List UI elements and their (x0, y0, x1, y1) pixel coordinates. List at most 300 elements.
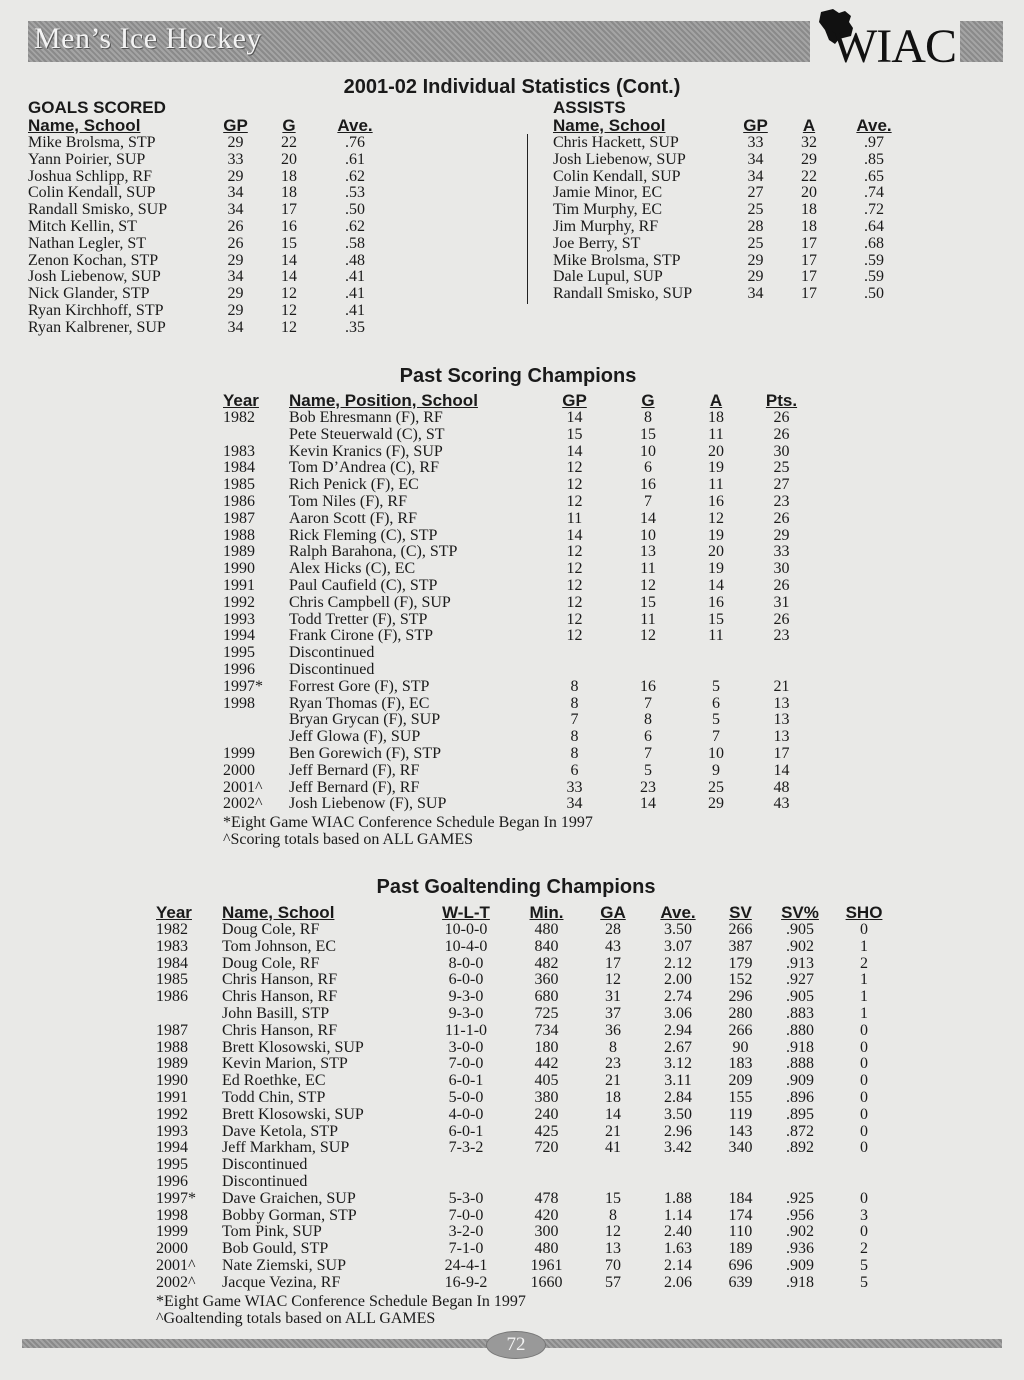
table-cell: 17 (801, 234, 817, 252)
table-row (223, 410, 813, 427)
table-cell: Alex Hicks (C), EC (289, 560, 416, 578)
table-cell: .61 (345, 150, 365, 168)
table-cell: Forrest Gore (F), STP (289, 677, 430, 695)
table-cell: 5-3-0 (448, 1189, 484, 1207)
col-header-year: Year (156, 903, 192, 922)
table-cell: Pete Steuerwald (C), ST (289, 425, 445, 443)
table-row (156, 972, 896, 989)
col-header-ave: Ave. (337, 116, 373, 135)
table-cell: 21 (773, 677, 790, 695)
table-cell: 31 (605, 988, 621, 1006)
table-cell: 29 (747, 268, 764, 286)
table-cell: Brett Klosowski, SUP (222, 1105, 364, 1123)
table-cell: 6 (644, 728, 652, 746)
table-cell: 14 (773, 761, 790, 779)
table-cell: .956 (786, 1206, 814, 1224)
table-cell: 3.42 (664, 1139, 692, 1157)
col-header-wlt: W-L-T (442, 903, 490, 922)
table-row (28, 169, 390, 186)
table-cell: 43 (605, 937, 621, 955)
table-cell: Chris Campbell (F), SUP (289, 593, 451, 611)
table-row (223, 612, 813, 629)
table-cell: 2001^ (223, 778, 263, 796)
table-cell: 1999 (156, 1223, 188, 1241)
table-row (156, 1140, 896, 1157)
table-cell: Dale Lupul, SUP (553, 268, 663, 286)
table-row (156, 1208, 896, 1225)
table-cell: 11 (566, 509, 583, 527)
table-cell: 14 (566, 442, 583, 460)
table-cell: 26 (227, 234, 244, 252)
table-cell (682, 645, 750, 662)
col-header-name: Name, School (222, 903, 335, 922)
table-cell: 420 (534, 1206, 559, 1224)
table-cell: 14 (605, 1105, 621, 1123)
table-cell: Jim Murphy, RF (553, 217, 659, 235)
table-cell: .41 (345, 268, 365, 286)
table-cell (768, 1157, 832, 1174)
table-cell: 2.74 (664, 988, 692, 1006)
table-cell: Mike Brolsma, STP (28, 134, 156, 151)
table-cell: 1983 (156, 937, 188, 955)
table-cell: .905 (786, 988, 814, 1006)
table-cell: 13 (773, 728, 790, 746)
table-cell: 143 (728, 1122, 753, 1140)
table-cell: Joe Berry, ST (553, 234, 641, 252)
table-cell: 34 (227, 184, 244, 202)
table-cell: 280 (728, 1004, 753, 1022)
table-cell: 31 (773, 593, 790, 611)
table-cell: 12 (566, 576, 583, 594)
table-cell (713, 1157, 768, 1174)
table-row (223, 477, 813, 494)
table-row (156, 1040, 896, 1057)
table-cell: Ryan Thomas (F), EC (289, 694, 430, 712)
table-cell: 27 (773, 476, 790, 494)
table-cell: 15 (281, 234, 297, 252)
table-cell: Randall Smisko, SUP (553, 285, 693, 303)
table-cell: 8 (570, 694, 579, 712)
table-cell: 29 (227, 167, 244, 185)
table-cell: 23 (605, 1055, 621, 1073)
table-cell: 209 (728, 1072, 753, 1090)
table-cell: .896 (786, 1088, 814, 1106)
table-cell: Nathan Legler, ST (28, 234, 146, 252)
table-cell: 340 (728, 1139, 753, 1157)
table-cell: Doug Cole, RF (222, 921, 320, 938)
table-cell (643, 1174, 713, 1191)
table-row (156, 1124, 896, 1141)
table-cell: 3-0-0 (448, 1038, 484, 1056)
table-cell: 1988 (156, 1038, 188, 1056)
table-cell (422, 1174, 510, 1191)
table-cell: 296 (728, 988, 753, 1006)
table-cell: 33 (773, 543, 790, 561)
table-cell: 2001^ (156, 1256, 196, 1274)
table-cell: 11 (708, 425, 724, 443)
table-cell: 23 (640, 778, 656, 796)
table-cell: 16 (708, 593, 724, 611)
table-cell: .53 (345, 184, 365, 202)
table-cell (156, 1006, 222, 1023)
table-cell: 1660 (530, 1273, 563, 1291)
table-cell: 0 (860, 1105, 868, 1123)
table-cell: Colin Kendall, SUP (28, 184, 156, 202)
table-cell: 5 (860, 1256, 868, 1274)
table-cell: Chris Hanson, RF (222, 1021, 338, 1039)
table-row (553, 219, 908, 236)
table-cell: 20 (708, 543, 724, 561)
col-header-ga: GA (600, 903, 626, 922)
table-cell: 3.11 (664, 1072, 692, 1090)
table-cell: 3.12 (664, 1055, 692, 1073)
table-cell: 152 (728, 971, 753, 989)
table-cell: Ryan Kalbrener, SUP (28, 318, 166, 336)
table-cell (583, 1157, 643, 1174)
table-cell: 240 (534, 1105, 559, 1123)
table-cell: 4-0-0 (448, 1105, 484, 1123)
col-header-gp: GP (223, 116, 248, 135)
table-row (553, 135, 908, 152)
table-cell: 33 (566, 778, 583, 796)
table-cell: 5 (712, 711, 720, 729)
scoring-note-1: *Eight Game WIAC Conference Schedule Began In 1997 (223, 814, 593, 831)
table-cell: Josh Liebenow (F), SUP (289, 795, 447, 813)
table-cell: 27 (747, 184, 764, 202)
table-cell: 6-0-1 (448, 1122, 484, 1140)
table-cell: 478 (534, 1189, 559, 1207)
table-row (156, 1224, 896, 1241)
table-cell: 1991 (156, 1088, 188, 1106)
table-cell: Kevin Kranics (F), SUP (289, 442, 443, 460)
goals-heading: GOALS SCORED (28, 98, 166, 117)
table-cell (832, 1174, 896, 1191)
table-cell: 29 (227, 251, 244, 269)
table-cell: 26 (773, 409, 790, 426)
table-cell: 29 (708, 795, 724, 813)
table-row (553, 269, 908, 286)
table-cell: 1991 (223, 576, 255, 594)
table-cell: .41 (345, 301, 365, 319)
table-cell: 16 (281, 217, 297, 235)
table-cell: Josh Liebenow, SUP (553, 150, 686, 168)
table-cell: .892 (786, 1139, 814, 1157)
col-header-g: G (641, 391, 655, 410)
table-cell: 12 (708, 509, 724, 527)
table-cell: 7 (644, 744, 652, 762)
table-cell: Yann Poirier, SUP (28, 150, 146, 168)
table-cell: Aaron Scott (F), RF (289, 509, 417, 527)
table-cell: 183 (728, 1055, 753, 1073)
table-cell: Nick Glander, STP (28, 285, 150, 303)
table-cell: .41 (345, 285, 365, 303)
goaltending-note-2: ^Goaltending totals based on ALL GAMES (156, 1310, 436, 1327)
table-cell: 1 (860, 937, 868, 955)
table-cell: Jeff Bernard (F), RF (289, 761, 420, 779)
table-cell: 12 (605, 1223, 621, 1241)
table-cell: 3.50 (664, 921, 692, 938)
table-cell: 0 (860, 921, 868, 938)
table-cell: 1989 (156, 1055, 188, 1073)
col-header-a: A (802, 116, 816, 135)
table-cell: 26 (773, 576, 790, 594)
table-cell: .902 (786, 1223, 814, 1241)
table-row (156, 1174, 896, 1191)
table-cell: 7 (644, 492, 652, 510)
table-cell: 19 (708, 560, 724, 578)
table-cell: 1986 (223, 492, 255, 510)
table-cell: 7 (570, 711, 579, 729)
table-cell: 5-0-0 (448, 1088, 484, 1106)
table-cell: Jamie Minor, EC (553, 184, 663, 202)
table-cell: 180 (534, 1038, 559, 1056)
col-header-ave: Ave. (660, 903, 696, 922)
table-cell: 840 (534, 937, 559, 955)
table-cell: Kevin Marion, STP (222, 1055, 348, 1073)
table-cell: 425 (534, 1122, 559, 1140)
table-cell: 33 (227, 150, 244, 168)
table-row (156, 1157, 896, 1174)
table-cell: 15 (566, 425, 583, 443)
table-cell: 2002^ (156, 1273, 196, 1291)
table-cell: 34 (747, 167, 764, 185)
table-cell: 2.96 (664, 1122, 692, 1140)
table-cell: 8 (609, 1038, 617, 1056)
table-cell: Ed Roethke, EC (222, 1072, 326, 1090)
table-row (553, 236, 908, 253)
table-cell: 22 (281, 134, 297, 151)
table-cell: 7-3-2 (448, 1139, 484, 1157)
table-cell (832, 1157, 896, 1174)
table-cell: 14 (640, 795, 656, 813)
assists-heading: ASSISTS (553, 98, 626, 117)
table-cell: 360 (534, 971, 559, 989)
table-cell: 12 (566, 459, 583, 477)
table-cell: 14 (640, 509, 656, 527)
table-cell: 1990 (223, 560, 255, 578)
table-cell: 1995 (223, 644, 255, 662)
table-cell: Discontinued (222, 1172, 308, 1190)
table-cell: 19 (708, 526, 724, 544)
table-cell: 1992 (156, 1105, 188, 1123)
table-cell: 1997* (223, 677, 263, 695)
table-cell: 1983 (223, 442, 255, 460)
table-cell: 1 (860, 1004, 868, 1022)
table-cell: 734 (534, 1021, 559, 1039)
table-cell: Discontinued (289, 660, 375, 678)
table-cell: 2 (860, 1240, 868, 1258)
table-cell: 0 (860, 1122, 868, 1140)
table-cell: 33 (747, 134, 764, 151)
table-cell (422, 1157, 510, 1174)
table-cell: 16-9-2 (444, 1273, 488, 1291)
table-cell: 0 (860, 1072, 868, 1090)
table-cell: 34 (227, 201, 244, 219)
table-cell: Jacque Vezina, RF (222, 1273, 341, 1291)
table-row (28, 219, 390, 236)
table-cell: 119 (728, 1105, 753, 1123)
table-cell: 28 (605, 921, 621, 938)
table-cell: 1999 (223, 744, 255, 762)
table-row (223, 444, 813, 461)
table-cell: 2000 (223, 761, 255, 779)
table-cell: 1982 (223, 409, 255, 426)
table-row (223, 528, 813, 545)
table-cell: 13 (773, 711, 790, 729)
table-cell: 8 (644, 409, 652, 426)
goaltending-note-1: *Eight Game WIAC Conference Schedule Began In 1997 (156, 1293, 526, 1310)
table-cell (583, 1174, 643, 1191)
table-cell: Bob Ehresmann (F), RF (289, 409, 443, 426)
table-cell: 1.14 (664, 1206, 692, 1224)
table-cell: 3 (860, 1206, 868, 1224)
table-cell: .59 (864, 268, 884, 286)
table-cell: Jeff Bernard (F), RF (289, 778, 420, 796)
table-cell: 1994 (156, 1139, 188, 1157)
table-cell: 17 (281, 201, 297, 219)
table-cell: 28 (747, 217, 764, 235)
table-cell: Chris Hanson, RF (222, 971, 338, 989)
table-row (28, 286, 390, 303)
table-cell: Todd Tretter (F), STP (289, 610, 428, 628)
table-row (223, 460, 813, 477)
table-row (156, 1241, 896, 1258)
table-row (156, 1073, 896, 1090)
table-cell: 405 (534, 1072, 559, 1090)
table-cell: 10 (708, 744, 724, 762)
table-cell: 12 (566, 492, 583, 510)
column-divider (527, 134, 528, 304)
table-cell: 266 (728, 921, 753, 938)
table-cell (223, 712, 289, 729)
table-cell: 15 (640, 593, 656, 611)
table-cell: 3-2-0 (448, 1223, 484, 1241)
table-cell: 14 (566, 409, 583, 426)
table-row (156, 922, 896, 939)
table-cell: 6 (644, 459, 652, 477)
table-cell: .76 (345, 134, 365, 151)
table-row (553, 253, 908, 270)
table-cell: 7 (644, 694, 652, 712)
table-cell: 18 (605, 1088, 621, 1106)
table-cell: 12 (281, 301, 297, 319)
table-cell: 20 (801, 184, 817, 202)
table-cell: 13 (605, 1240, 621, 1258)
table-row (28, 152, 390, 169)
table-cell: 1992 (223, 593, 255, 611)
table-cell: 16 (640, 677, 656, 695)
table-cell: 155 (728, 1088, 753, 1106)
table-cell: 482 (534, 954, 559, 972)
table-cell: 11-1-0 (444, 1021, 488, 1039)
table-cell: .918 (786, 1038, 814, 1056)
table-cell: 1996 (156, 1172, 188, 1190)
table-cell: 1987 (223, 509, 255, 527)
table-cell: 8 (570, 744, 579, 762)
table-cell: 184 (728, 1189, 753, 1207)
table-cell: 29 (747, 251, 764, 269)
table-cell: 10-4-0 (444, 937, 488, 955)
table-row (28, 202, 390, 219)
table-cell: 696 (728, 1256, 753, 1274)
table-cell: 0 (860, 1189, 868, 1207)
table-row (28, 236, 390, 253)
table-cell: 23 (773, 492, 790, 510)
table-cell: 24-4-1 (444, 1256, 488, 1274)
table-cell: 36 (605, 1021, 621, 1039)
table-cell: .909 (786, 1256, 814, 1274)
table-cell: .48 (345, 251, 365, 269)
col-header-sv-pct: SV% (781, 903, 819, 922)
page-title: 2001-02 Individual Statistics (Cont.) (343, 76, 681, 98)
table-cell: .62 (345, 217, 365, 235)
table-cell: .74 (864, 184, 884, 202)
table-cell: .65 (864, 167, 884, 185)
table-cell: 2.67 (664, 1038, 692, 1056)
table-cell: 110 (728, 1223, 753, 1241)
table-cell: Randall Smisko, SUP (28, 201, 168, 219)
table-cell: Bobby Gorman, STP (222, 1206, 357, 1224)
table-cell: 22 (801, 167, 817, 185)
table-cell: Zenon Kochan, STP (28, 251, 159, 269)
table-cell: .50 (864, 285, 884, 303)
table-row (223, 679, 813, 696)
table-cell: 2.06 (664, 1273, 692, 1291)
table-cell: 1996 (223, 660, 255, 678)
table-cell: 1994 (223, 627, 255, 645)
table-cell: 30 (773, 442, 790, 460)
table-cell: .913 (786, 954, 814, 972)
table-cell: 2.94 (664, 1021, 692, 1039)
table-cell: Ben Gorewich (F), STP (289, 744, 441, 762)
table-cell: .936 (786, 1240, 814, 1258)
table-row (553, 185, 908, 202)
table-cell: 266 (728, 1021, 753, 1039)
table-row (156, 1258, 896, 1275)
table-cell: 17 (801, 251, 817, 269)
table-row (223, 763, 813, 780)
table-cell: 13 (773, 694, 790, 712)
table-cell: 2000 (156, 1240, 188, 1258)
table-cell: 1998 (223, 694, 255, 712)
table-cell: 11 (640, 610, 656, 628)
table-cell: 11 (640, 560, 656, 578)
table-cell: 8 (570, 677, 579, 695)
table-cell: Jeff Markham, SUP (222, 1139, 350, 1157)
table-row (223, 645, 813, 662)
table-cell: Tom Pink, SUP (222, 1223, 322, 1241)
table-cell: 0 (860, 1038, 868, 1056)
table-row (223, 578, 813, 595)
table-cell: 12 (566, 476, 583, 494)
table-cell: Todd Chin, STP (222, 1088, 326, 1106)
table-cell: 2.40 (664, 1223, 692, 1241)
table-cell: 18 (708, 409, 724, 426)
table-cell: .905 (786, 921, 814, 938)
table-cell: 720 (534, 1139, 559, 1157)
table-cell: 12 (566, 627, 583, 645)
table-cell: 1 (860, 988, 868, 1006)
table-row (156, 1275, 896, 1292)
table-cell: .59 (864, 251, 884, 269)
table-cell: .35 (345, 318, 365, 336)
table-cell (510, 1157, 583, 1174)
table-cell: 21 (605, 1072, 621, 1090)
table-cell: 1998 (156, 1206, 188, 1224)
table-cell: .58 (345, 234, 365, 252)
table-row (28, 269, 390, 286)
table-cell: 10-0-0 (444, 921, 488, 938)
